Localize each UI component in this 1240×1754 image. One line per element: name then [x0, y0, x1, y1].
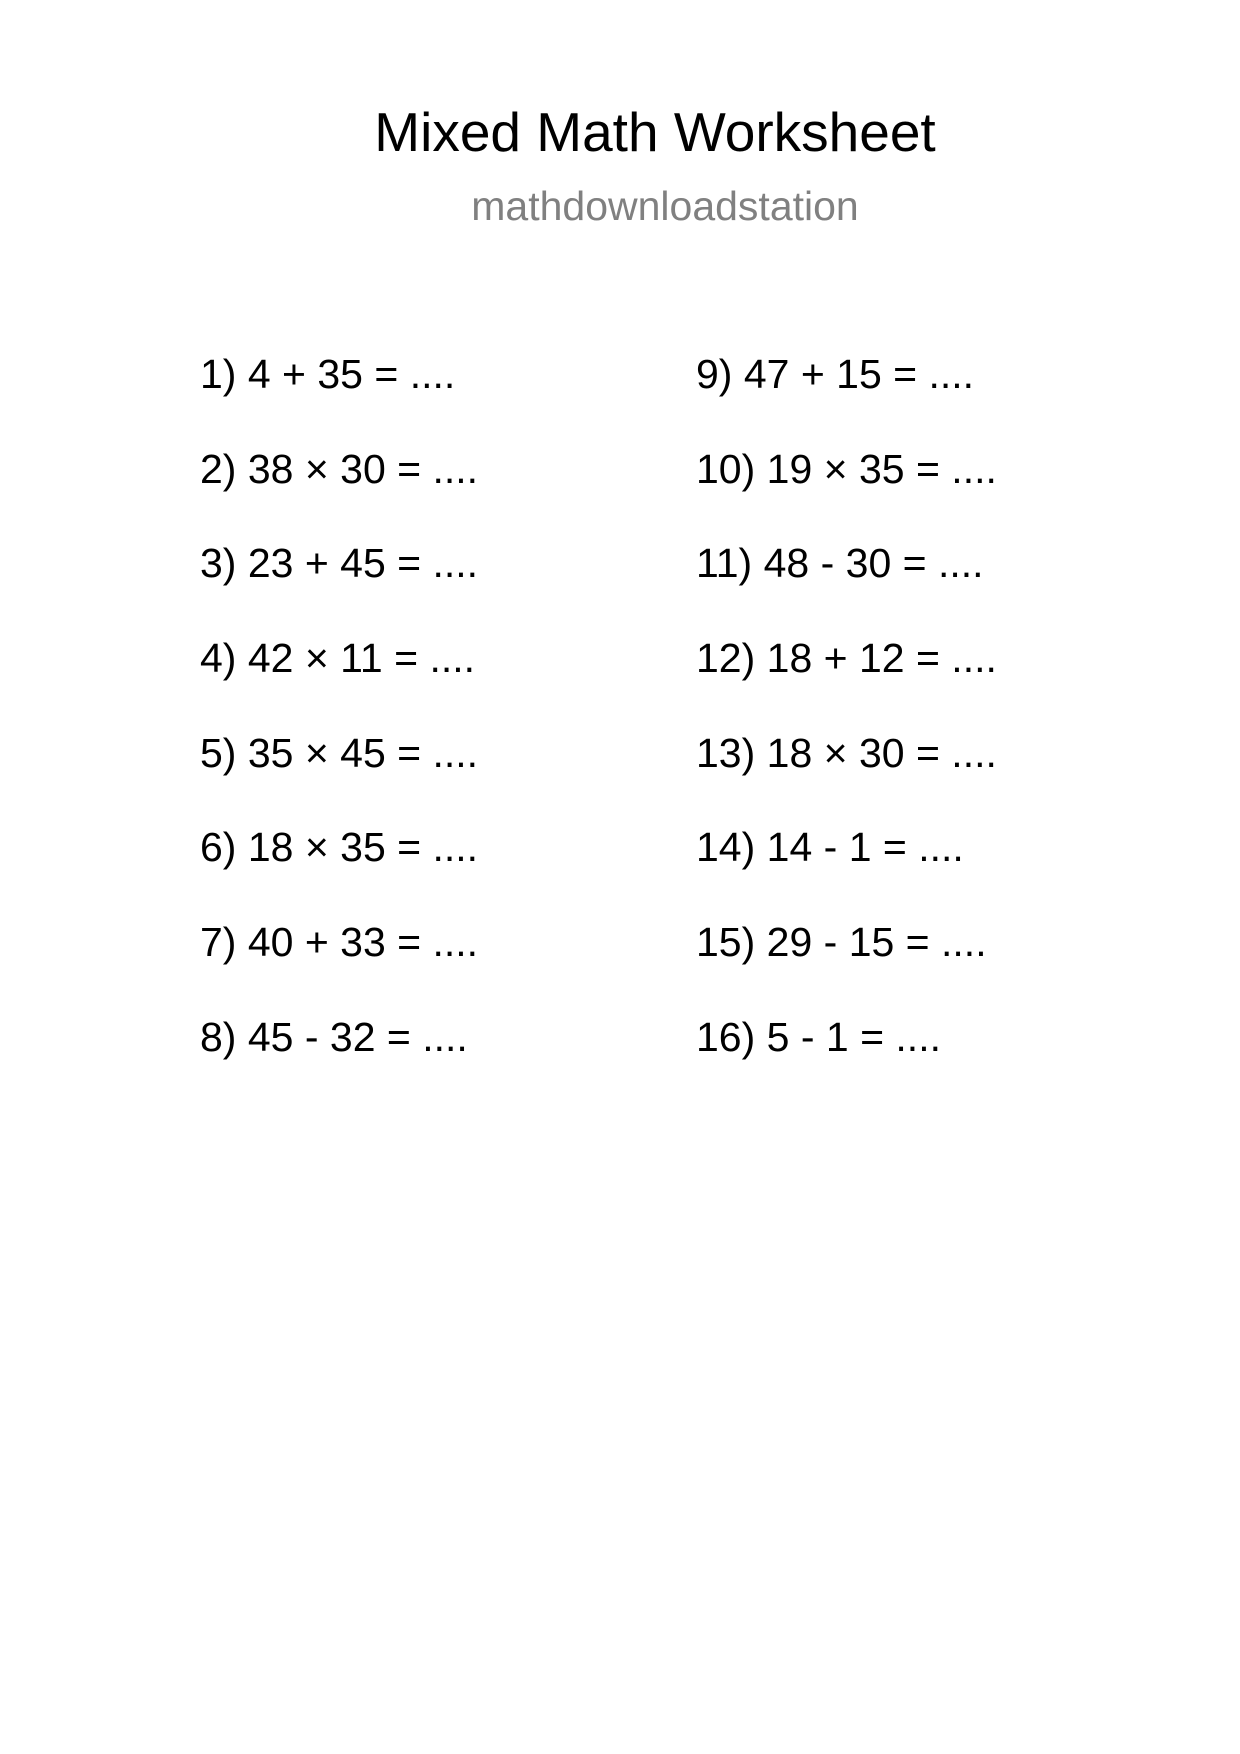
problem-8: 8) 45 - 32 = .... — [200, 1013, 468, 1060]
problem-5: 5) 35 × 45 = .... — [200, 729, 479, 776]
problem-13: 13) 18 × 30 = .... — [696, 729, 997, 776]
problem-1: 1) 4 + 35 = .... — [200, 351, 456, 397]
worksheet-subtitle: mathdownloadstation — [471, 183, 859, 229]
problem-10: 10) 19 × 35 = .... — [696, 445, 997, 492]
problem-14: 14) 14 - 1 = .... — [696, 824, 964, 871]
problem-7: 7) 40 + 33 = .... — [200, 919, 479, 966]
problem-2: 2) 38 × 30 = .... — [200, 445, 479, 492]
problem-6: 6) 18 × 35 = .... — [200, 824, 479, 871]
worksheet-title: Mixed Math Worksheet — [374, 101, 936, 163]
problem-column-right — [696, 350, 1136, 1108]
problem-15: 15) 29 - 15 = .... — [696, 919, 987, 966]
problem-12: 12) 18 + 12 = .... — [696, 635, 997, 682]
problem-list — [200, 350, 1100, 1110]
problem-column-left — [200, 350, 640, 1108]
problem-16: 16) 5 - 1 = .... — [696, 1013, 941, 1060]
problem-11: 11) 48 - 30 = .... — [696, 540, 984, 587]
problem-4: 4) 42 × 11 = .... — [200, 635, 476, 682]
problem-3: 3) 23 + 45 = .... — [200, 540, 479, 587]
problem-9: 9) 47 + 15 = .... — [696, 351, 975, 397]
